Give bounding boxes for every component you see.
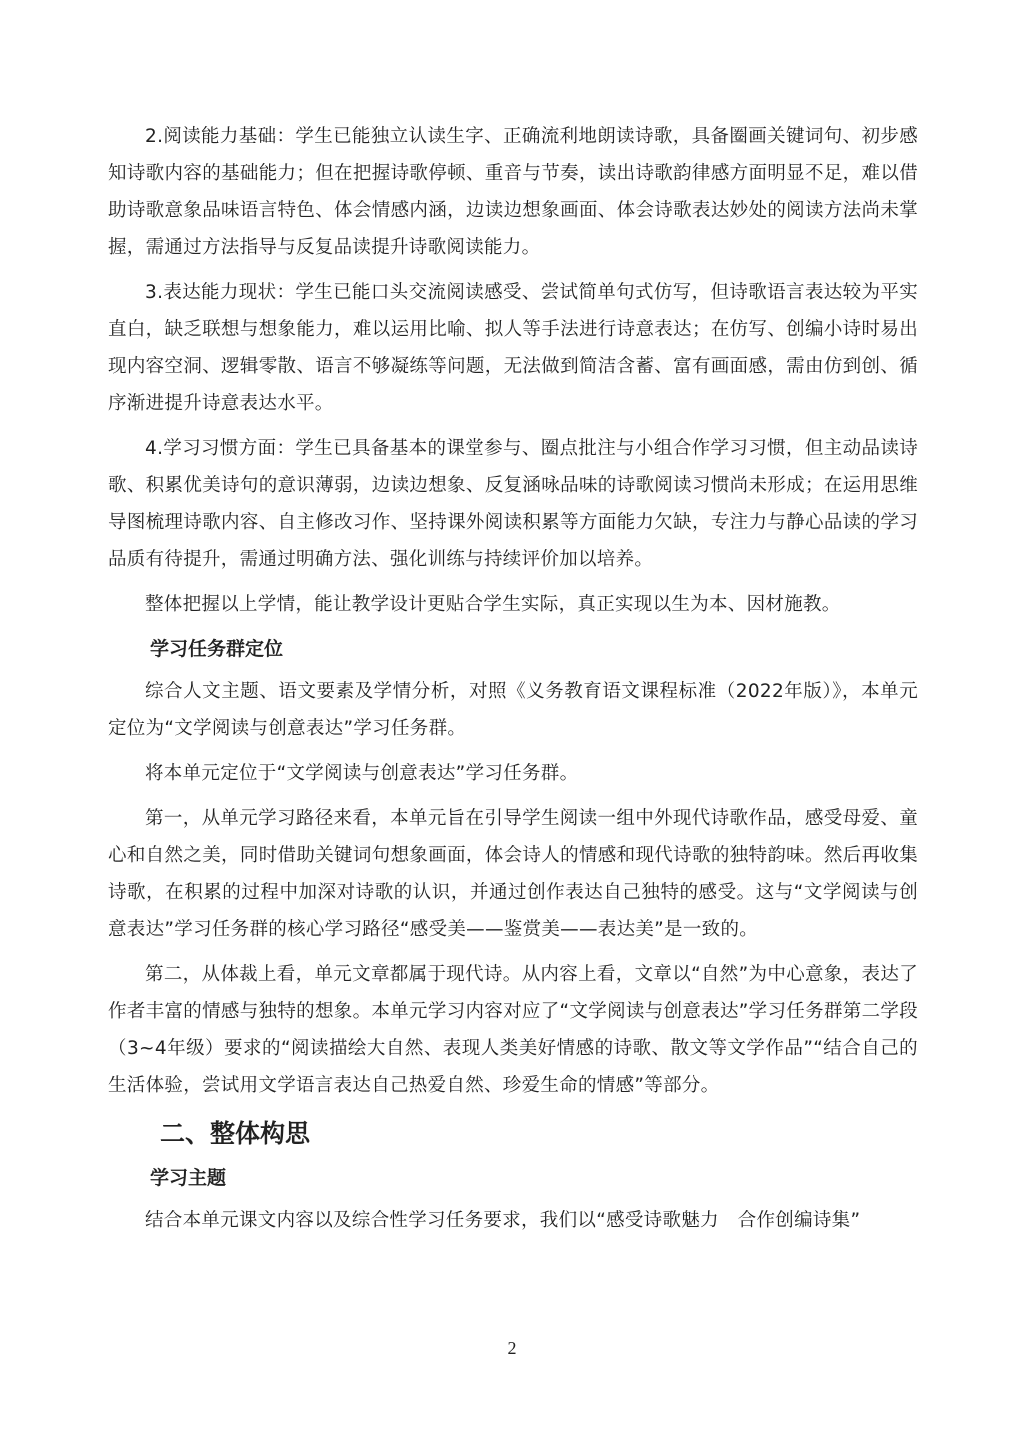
learning-theme-heading: 学习主题 — [150, 1167, 227, 1189]
page-content — [108, 118, 918, 1247]
expression-ability-paragraph: 3.表达能力现状：学生已能口头交流阅读感受、尝试简单句式仿写，但诗歌语言表达较为平实直白，缺乏联想与想象能力，难以运用比喻、拟人等手法进行诗意表达；在仿写、创编小诗时易出现内容空洞、逻辑零散、语言不够凝练等问题，无法做到简洁含蓄、富有画面感，需由仿到创、循序渐进提升诗意表达水平。 — [108, 282, 918, 414]
task-group-paragraph-3: 第一，从单元学习路径来看，本单元旨在引导学生阅读一组中外现代诗歌作品，感受母爱、童心和自然之美，同时借助关键词句想象画面，体会诗人的情感和现代诗歌的独特韵味。然后再收集诗歌，在积累的过程中加深对诗歌的认识，并通过创作表达自己独特的感受。这与“文学阅读与创意表达”学习任务群的核心学习路径“感受美——鉴赏美——表达美”是一致的。 — [108, 808, 918, 940]
section-two-heading: 二、整体构思 — [160, 1119, 311, 1148]
learning-habits-paragraph: 4.学习习惯方面：学生已具备基本的课堂参与、圈点批注与小组合作学习习惯，但主动品读诗歌、积累优美诗句的意识薄弱，边读边想象、反复涵咏品味的诗歌阅读习惯尚未形成；在运用思维导图梳理诗歌内容、自主修改习作、坚持课外阅读积累等方面能力欠缺，专注力与静心品读的学习品质有待提升，需通过明确方法、强化训练与持续评价加以培养。 — [108, 438, 918, 570]
learning-theme-paragraph: 结合本单元课文内容以及综合性学习任务要求，我们以“感受诗歌魅力 合作创编诗集” — [145, 1210, 861, 1231]
summary-paragraph: 整体把握以上学情，能让教学设计更贴合学生实际，真正实现以生为本、因材施教。 — [145, 594, 841, 615]
task-group-paragraph-2: 将本单元定位于“文学阅读与创意表达”学习任务群。 — [145, 763, 579, 784]
task-group-heading: 学习任务群定位 — [150, 638, 284, 660]
task-group-paragraph-4: 第二，从体裁上看，单元文章都属于现代诗。从内容上看，文章以“自然”为中心意象，表达了作者丰富的情感与独特的想象。本单元学习内容对应了“文学阅读与创意表达”学习任务群第二学段（3~4年级）要求的“阅读描绘大自然、表现人类美好情感的诗歌、散文等文学作品”“结合自己的生活体验，尝试用文学语言表达自己热爱自然、珍爱生命的情感”等部分。 — [108, 964, 918, 1096]
task-group-paragraph-1: 综合人文主题、语文要素及学情分析，对照《义务教育语文课程标准（2022年版）》，本单元定位为“文学阅读与创意表达”学习任务群。 — [108, 681, 918, 739]
page-number: 2 — [507, 1338, 517, 1358]
reading-ability-paragraph: 2.阅读能力基础：学生已能独立认读生字、正确流利地朗读诗歌，具备圈画关键词句、初步感知诗歌内容的基础能力；但在把握诗歌停顿、重音与节奏，读出诗歌韵律感方面明显不足，难以借助诗歌意象品味语言特色、体会情感内涵，边读边想象画面、体会诗歌表达妙处的阅读方法尚未掌握，需通过方法指导与反复品读提升诗歌阅读能力。 — [108, 126, 918, 258]
